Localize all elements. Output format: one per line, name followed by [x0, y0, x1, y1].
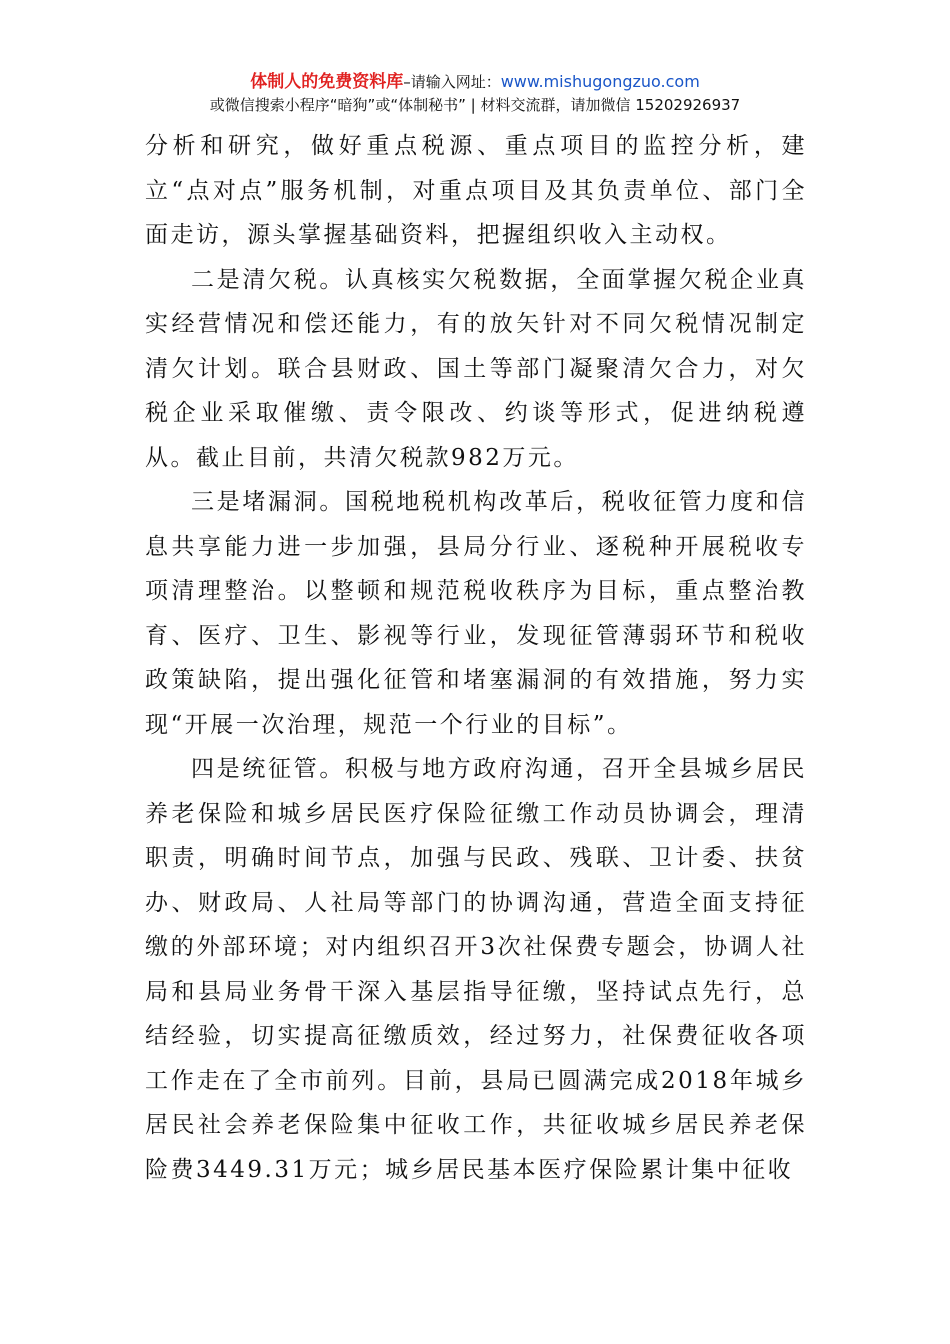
header-contact-line: 或微信搜索小程序“暗狗”或“体制秘书” | 材料交流群，请加微信 15202926937 [209, 96, 741, 114]
body-paragraph-unified-collection: 四是统征管。积极与地方政府沟通，召开全县城乡居民养老保险和城乡居民医疗保险征缴工作动员协调会，理清职责，明确时间节点，加强与民政、残联、卫计委、扶贫办、财政局、人社局等部门的协调沟通，营造全面支持征缴的外部环境；对内组织召开3次社保费专题会，协调人社局和县局业务骨干深入基层指导征缴，坚持试点先行，总结经验，切实提高征缴质效，经过努力，社保费征收各项工作走在了全市前列。目前，县局已圆满完成2018年城乡居民社会养老保险集中征收工作，共征收城乡居民养老保险费3449.31万元；城乡居民基本医疗保险累计集中征收 [145, 756, 807, 1183]
brand-title: 体制人的免费资料库 [250, 72, 404, 92]
website-link[interactable]: www.mishugongzuo.com [500, 72, 700, 91]
url-prompt: –请输入网址： [403, 73, 501, 91]
body-paragraph-continuation: 分析和研究，做好重点税源、重点项目的监控分析，建立“点对点”服务机制，对重点项目及其负责单位、部门全面走访，源头掌握基础资料，把握组织收入主动权。 [145, 133, 807, 248]
body-paragraph-plug-loopholes: 三是堵漏洞。国税地税机构改革后，税收征管力度和信息共享能力进一步加强，县局分行业、逐税种开展税收专项清理整治。以整顿和规范税收秩序为目标，重点整治教育、医疗、卫生、影视等行业，发现征管薄弱环节和税收政策缺陷，提出强化征管和堵塞漏洞的有效措施，努力实现“开展一次治理，规范一个行业的目标”。 [145, 489, 807, 738]
body-paragraph-clear-arrears: 二是清欠税。认真核实欠税数据，全面掌握欠税企业真实经营情况和偿还能力，有的放矢针对不同欠税情况制定清欠计划。联合县财政、国土等部门凝聚清欠合力，对欠税企业采取催缴、责令限改、约谈等形式，促进纳税遵从。截止目前，共清欠税款982万元。 [145, 266, 807, 471]
document-body [145, 124, 807, 1192]
header-banner-line [0, 70, 950, 94]
page-header [0, 70, 950, 116]
